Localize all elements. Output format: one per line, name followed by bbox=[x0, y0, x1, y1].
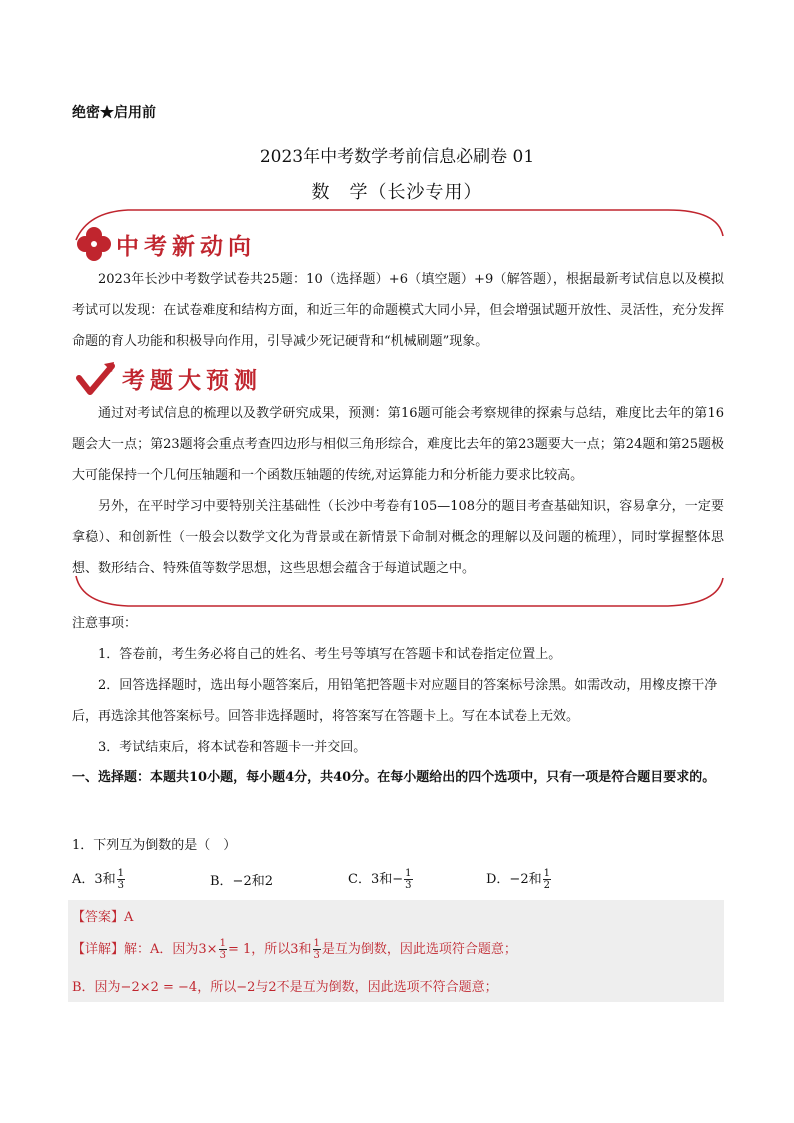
flower-icon bbox=[76, 226, 112, 262]
section-new-trends-text bbox=[72, 264, 724, 357]
part-heading-text: 一、选择题：本题共10小题，每小题4分，共40分。在每小题给出的四个选项中，只有一项是符合题目要求的。 bbox=[72, 770, 716, 785]
answer-label: 【答案】A bbox=[72, 910, 134, 925]
exam-title: 2023年中考数学考前信息必刷卷 01 bbox=[259, 147, 535, 167]
question-options bbox=[72, 862, 724, 892]
notes-section bbox=[72, 608, 724, 763]
note-item: 2．回答选择题时，选出每小题答案后，用铅笔把答题卡对应题目的答案标号涂黑。如需改动，用橡皮擦干净后，再选涂其他答案标号。回答非选择题时，将答案写在答题卡上。写在本试卷上无效。 bbox=[72, 678, 718, 724]
fraction: $\frac{1}{2}$ bbox=[543, 868, 550, 891]
option-b[interactable]: B．−2和2 bbox=[210, 874, 273, 889]
section-predictions-text bbox=[72, 398, 724, 584]
paragraph: 2023年长沙中考数学试卷共25题：10（选择题）+6（填空题）+9（解答题），根据最新考试信息以及模拟考试可以发现：在试卷难度和结构方面，和近三年的命题模式大同小异，但会增强试题开放性、灵活性，充分发挥命题的育人功能和积极导向作用，引导减少死记硬背和“机械刷题”现象。 bbox=[72, 272, 724, 349]
confidential-label: 绝密★启用前 bbox=[72, 105, 156, 121]
answer-line: B．因为−2×2 = −4，所以−2与2不是互为倒数，因此选项不符合题意； bbox=[72, 980, 498, 995]
fraction: $\frac{1}{3}$ bbox=[405, 868, 412, 891]
notes-title: 注意事项： bbox=[72, 616, 138, 631]
section-heading-predictions: 考题大预测 bbox=[122, 368, 262, 394]
answer-box bbox=[68, 900, 724, 1002]
note-item: 3．考试结束后，将本试卷和答题卡一并交回。 bbox=[98, 740, 367, 755]
fraction: $\frac{1}{3}$ bbox=[219, 938, 226, 961]
fraction: $\frac{1}{3}$ bbox=[117, 868, 125, 891]
exam-subtitle: 数 学（长沙专用） bbox=[311, 182, 483, 203]
part-heading bbox=[72, 762, 724, 793]
note-item: 1．答卷前，考生务必将自己的姓名、考生号等填写在答题卡和试卷指定位置上。 bbox=[98, 647, 562, 662]
option-a[interactable]: A．3和 $\frac{1}{3}$ bbox=[72, 868, 125, 891]
option-d[interactable]: D．−2和 $\frac{1}{2}$ bbox=[486, 868, 550, 891]
answer-detail: 【详解】解：A．因为3× $\frac{1}{3}$ = 1，所以3和 $\frac{1}{3}$ 是互为倒数，因此选项符合题意； bbox=[72, 938, 517, 961]
section-heading-new-trends: 中考新动向 bbox=[116, 234, 256, 260]
paragraph: 通过对考试信息的梳理以及教学研究成果，预测：第16题可能会考察规律的探索与总结，难度比去年的第16题会大一点；第23题将会重点考查四边形与相似三角形综合，难度比去年的第23题要大一点；第24题和第25题极大可能保持一个几何压轴题和一个函数压轴题的传统,对运算能力和分析能力要求比较高。 bbox=[72, 406, 724, 483]
check-arrow-icon bbox=[76, 358, 116, 398]
question-stem: 1．下列互为倒数的是（ ） bbox=[72, 838, 237, 853]
paragraph: 另外，在平时学习中要特别关注基础性（长沙中考卷有105—108分的题目考查基础知识，容易拿分，一定要拿稳）、和创新性（一般会以数学文化为背景或在新情景下命制对概念的理解以及问题的梳理），同时掌握整体思想、数形结合、特殊值等数学思想，这些思想会蕴含于每道试题之中。 bbox=[72, 499, 724, 576]
option-c[interactable]: C．3和− $\frac{1}{3}$ bbox=[348, 868, 412, 891]
fraction: $\frac{1}{3}$ bbox=[313, 938, 320, 961]
